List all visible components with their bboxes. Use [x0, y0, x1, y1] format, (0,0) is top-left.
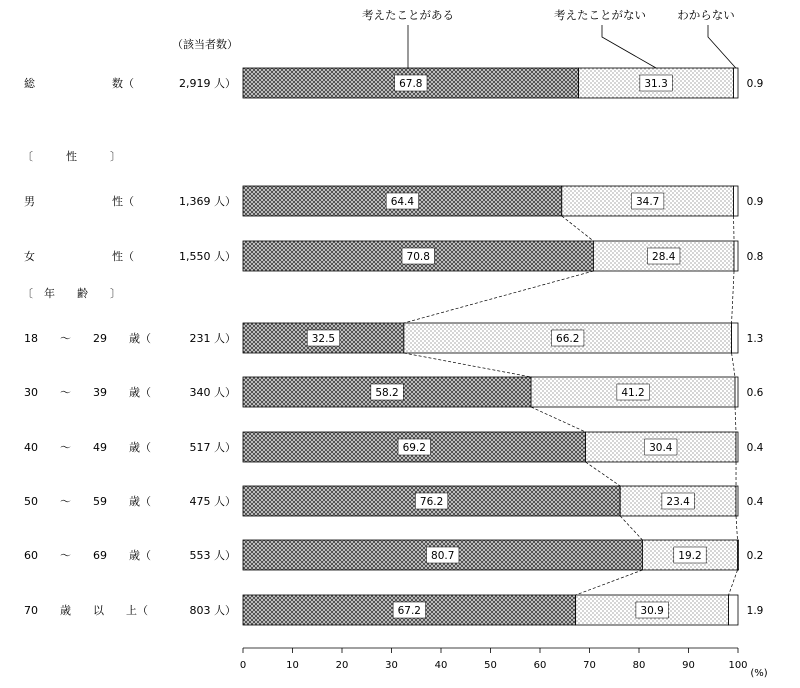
bar-segment: [734, 186, 738, 216]
connector-line: [404, 271, 594, 323]
connector-line: [732, 271, 734, 323]
x-tick-label: 50: [484, 660, 497, 671]
data-label-outside: 0.8: [746, 251, 764, 263]
row-count: 1,550 人）: [179, 250, 236, 263]
bar-segment: [736, 486, 738, 516]
connector-line: [736, 516, 737, 540]
row-label: 40 ～ 49 歳（: [24, 441, 151, 454]
group-header: 〔 年 齢 〕: [22, 287, 121, 300]
row-label: 女 性（: [24, 250, 134, 263]
connector-line: [729, 570, 738, 595]
x-tick-label: 100: [728, 660, 748, 671]
row-label: 70 歳 以 上（: [24, 604, 148, 617]
row-count: 475 人）: [189, 495, 236, 508]
data-label: 58.2: [375, 387, 399, 399]
x-tick-label: 20: [335, 660, 349, 671]
row-count: 340 人）: [189, 386, 236, 399]
data-label-outside: 0.6: [746, 387, 764, 399]
data-label: 31.3: [644, 78, 668, 90]
x-axis-unit: (%): [750, 668, 768, 679]
x-tick-label: 80: [632, 660, 646, 671]
bar-segment: [736, 432, 738, 462]
legend-label: 考えたことがある: [362, 8, 454, 22]
bar-segment: [734, 68, 738, 98]
data-label: 41.2: [621, 387, 645, 399]
row-label: 60 ～ 69 歳（: [24, 549, 151, 562]
row-count: 2,919 人）: [179, 77, 236, 90]
x-tick-label: 10: [286, 660, 299, 671]
row-count: 803 人）: [189, 604, 236, 617]
data-label-outside: 0.4: [746, 442, 764, 454]
bar-segment: [735, 377, 738, 407]
data-label: 34.7: [635, 196, 660, 208]
data-label: 80.7: [431, 550, 455, 562]
data-label-outside: 0.9: [746, 196, 764, 208]
connector-line: [562, 216, 594, 241]
connector-line: [732, 353, 735, 377]
x-tick-label: 40: [434, 660, 448, 671]
x-tick-label: 0: [239, 660, 247, 671]
bar-segment: [734, 241, 738, 271]
data-label: 28.4: [652, 251, 676, 263]
data-label: 23.4: [666, 496, 690, 508]
data-label-outside: 0.4: [746, 496, 764, 508]
row-count: 1,369 人）: [179, 195, 236, 208]
data-label: 76.2: [419, 496, 444, 508]
x-tick-label: 70: [583, 660, 596, 671]
x-tick-label: 60: [533, 660, 547, 671]
row-label: 男 性（: [24, 195, 134, 208]
data-label: 70.8: [406, 251, 430, 263]
data-label: 64.4: [390, 196, 415, 208]
row-count: 231 人）: [189, 332, 236, 345]
bar-segment: [738, 540, 739, 570]
bar-segment: [732, 323, 738, 353]
row-label: 総 数（: [24, 77, 134, 90]
connector-line: [576, 570, 643, 595]
data-label-outside: 1.3: [746, 333, 764, 345]
row-label: 18 ～ 29 歳（: [24, 332, 151, 345]
data-label: 66.2: [556, 333, 580, 345]
connector-line: [404, 353, 531, 377]
x-tick-label: 30: [385, 660, 398, 671]
n-header: （該当者数）: [172, 38, 238, 51]
data-label: 32.5: [311, 333, 336, 345]
legend-label: わからない: [677, 8, 735, 22]
legend-leader-line: [602, 25, 656, 68]
legend-leader-line: [708, 25, 736, 68]
connector-line: [735, 407, 736, 432]
connector-line: [586, 462, 621, 486]
connector-line: [531, 407, 585, 432]
row-label: 30 ～ 39 歳（: [24, 386, 151, 399]
x-tick-label: 90: [682, 660, 695, 671]
bar-segment: [729, 595, 738, 625]
row-count: 517 人）: [189, 441, 236, 454]
data-label-outside: 0.2: [746, 550, 764, 562]
data-label: 19.2: [678, 550, 702, 562]
data-label: 69.2: [402, 442, 426, 454]
row-label: 50 ～ 59 歳（: [24, 495, 151, 508]
data-label: 67.2: [397, 605, 422, 617]
data-label-outside: 0.9: [746, 78, 764, 90]
legend-label: 考えたことがない: [554, 8, 646, 22]
connector-line: [620, 516, 642, 540]
data-label: 67.8: [399, 78, 423, 90]
data-label-outside: 1.9: [746, 605, 764, 617]
data-label: 30.4: [649, 442, 673, 454]
row-count: 553 人）: [189, 549, 236, 562]
data-label: 30.9: [640, 605, 664, 617]
group-header: 〔 性 〕: [22, 150, 121, 163]
